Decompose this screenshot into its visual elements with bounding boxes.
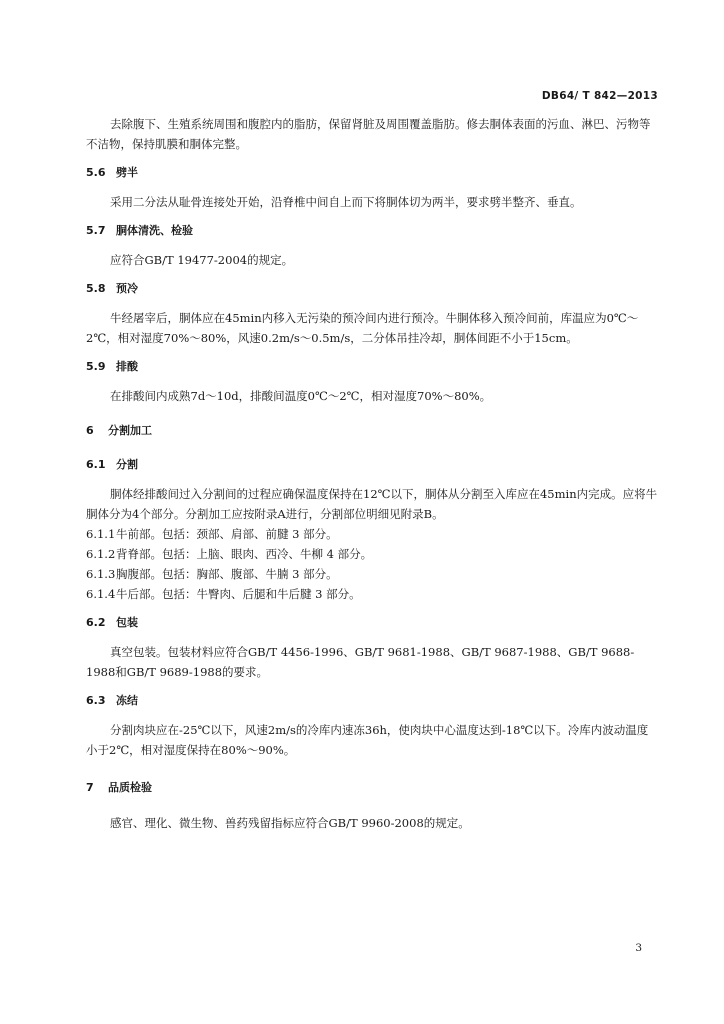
paragraph-5-6: 采用二分法从耻骨连接处开始，沿脊椎中间自上而下将胴体切为两半，要求劈半整齐、垂直。 [110, 195, 582, 209]
section-title: 排酸 [116, 360, 138, 373]
document-body [86, 114, 658, 833]
paragraph-5-9: 在排酸间内成熟7d～10d，排酸间温度0℃～2℃，相对湿度70%～80%。 [110, 389, 492, 403]
item-number: 6.1.2 [86, 547, 116, 561]
section-heading-6-3 [86, 691, 658, 711]
section-title: 劈半 [116, 166, 138, 179]
item-text: 背脊部。包括：上脑、眼肉、西冷、牛柳 4 部分。 [116, 547, 373, 561]
list-item-6-1-1 [86, 524, 658, 544]
section-number: 5.6 [86, 166, 106, 179]
section-heading-6-1 [86, 455, 658, 475]
section-number: 6 [86, 424, 94, 437]
section-heading-5-6 [86, 163, 658, 183]
section-title: 冻结 [116, 694, 138, 707]
section-number: 5.7 [86, 224, 106, 237]
item-number: 6.1.4 [86, 587, 116, 601]
paragraph-intro: 去除腹下、生殖系统周围和腹腔内的脂肪，保留肾脏及周围覆盖脂肪。修去胴体表面的污血、淋巴、污物等不洁物，保持肌膜和胴体完整。 [86, 117, 651, 151]
section-title: 胴体清洗、检验 [116, 224, 193, 237]
item-text: 牛后部。包括：牛臀肉、后腿和牛后腱 3 部分。 [116, 587, 361, 601]
section-number: 7 [86, 781, 94, 794]
section-heading-5-9 [86, 357, 658, 377]
section-number: 6.2 [86, 616, 106, 629]
item-text: 胸腹部。包括：胸部、腹部、牛腩 3 部分。 [116, 567, 338, 581]
list-item-6-1-3 [86, 564, 658, 584]
item-number: 6.1.3 [86, 567, 116, 581]
paragraph-6-2: 真空包装。包装材料应符合GB/T 4456-1996、GB/T 9681-1988、GB/T 9687-1988、GB/T 9688-1988和GB/T 9689-1988的要求。 [86, 645, 635, 679]
section-title: 品质检验 [108, 781, 152, 794]
paragraph-5-7: 应符合GB/T 19477-2004的规定。 [110, 253, 294, 267]
paragraph-5-8: 牛经屠宰后，胴体应在45min内移入无污染的预冷间内进行预冷。牛胴体移入预冷间前，库温应为0℃～2℃，相对湿度70%～80%，风速0.2m/s～0.5m/s，二分体吊挂冷却，胴体间距不小于15cm。 [86, 311, 639, 345]
section-heading-6-2 [86, 613, 658, 633]
section-number: 5.8 [86, 282, 106, 295]
paragraph-7: 感官、理化、微生物、兽药残留指标应符合GB/T 9960-2008的规定。 [110, 816, 470, 830]
paragraph-6-3: 分割肉块应在-25℃以下，风速2m/s的冷库内速冻36h，使肉块中心温度达到-18℃以下。冷库内波动温度小于2℃，相对湿度保持在80%～90%。 [86, 723, 649, 757]
section-title: 预冷 [116, 282, 138, 295]
section-heading-7 [86, 778, 658, 798]
page-number: 3 [635, 942, 642, 954]
section-number: 6.3 [86, 694, 106, 707]
list-item-6-1-2 [86, 544, 658, 564]
item-text: 牛前部。包括：颈部、肩部、前腱 3 部分。 [116, 527, 338, 541]
item-number: 6.1.1 [86, 527, 116, 541]
standard-code: DB64/ T 842—2013 [541, 90, 658, 102]
section-title: 包装 [116, 616, 138, 629]
section-title: 分割加工 [108, 424, 152, 437]
section-number: 6.1 [86, 458, 106, 471]
section-heading-6 [86, 421, 658, 441]
paragraph-6-1: 胴体经排酸间过入分割间的过程应确保温度保持在12℃以下，胴体从分割至入库应在45min内完成。应将牛胴体分为4个部分。分割加工应按附录A进行，分割部位明细见附录B。 [86, 487, 658, 521]
list-item-6-1-4 [86, 584, 658, 604]
section-heading-5-8 [86, 279, 658, 299]
section-title: 分割 [116, 458, 138, 471]
section-number: 5.9 [86, 360, 106, 373]
section-heading-5-7 [86, 221, 658, 241]
